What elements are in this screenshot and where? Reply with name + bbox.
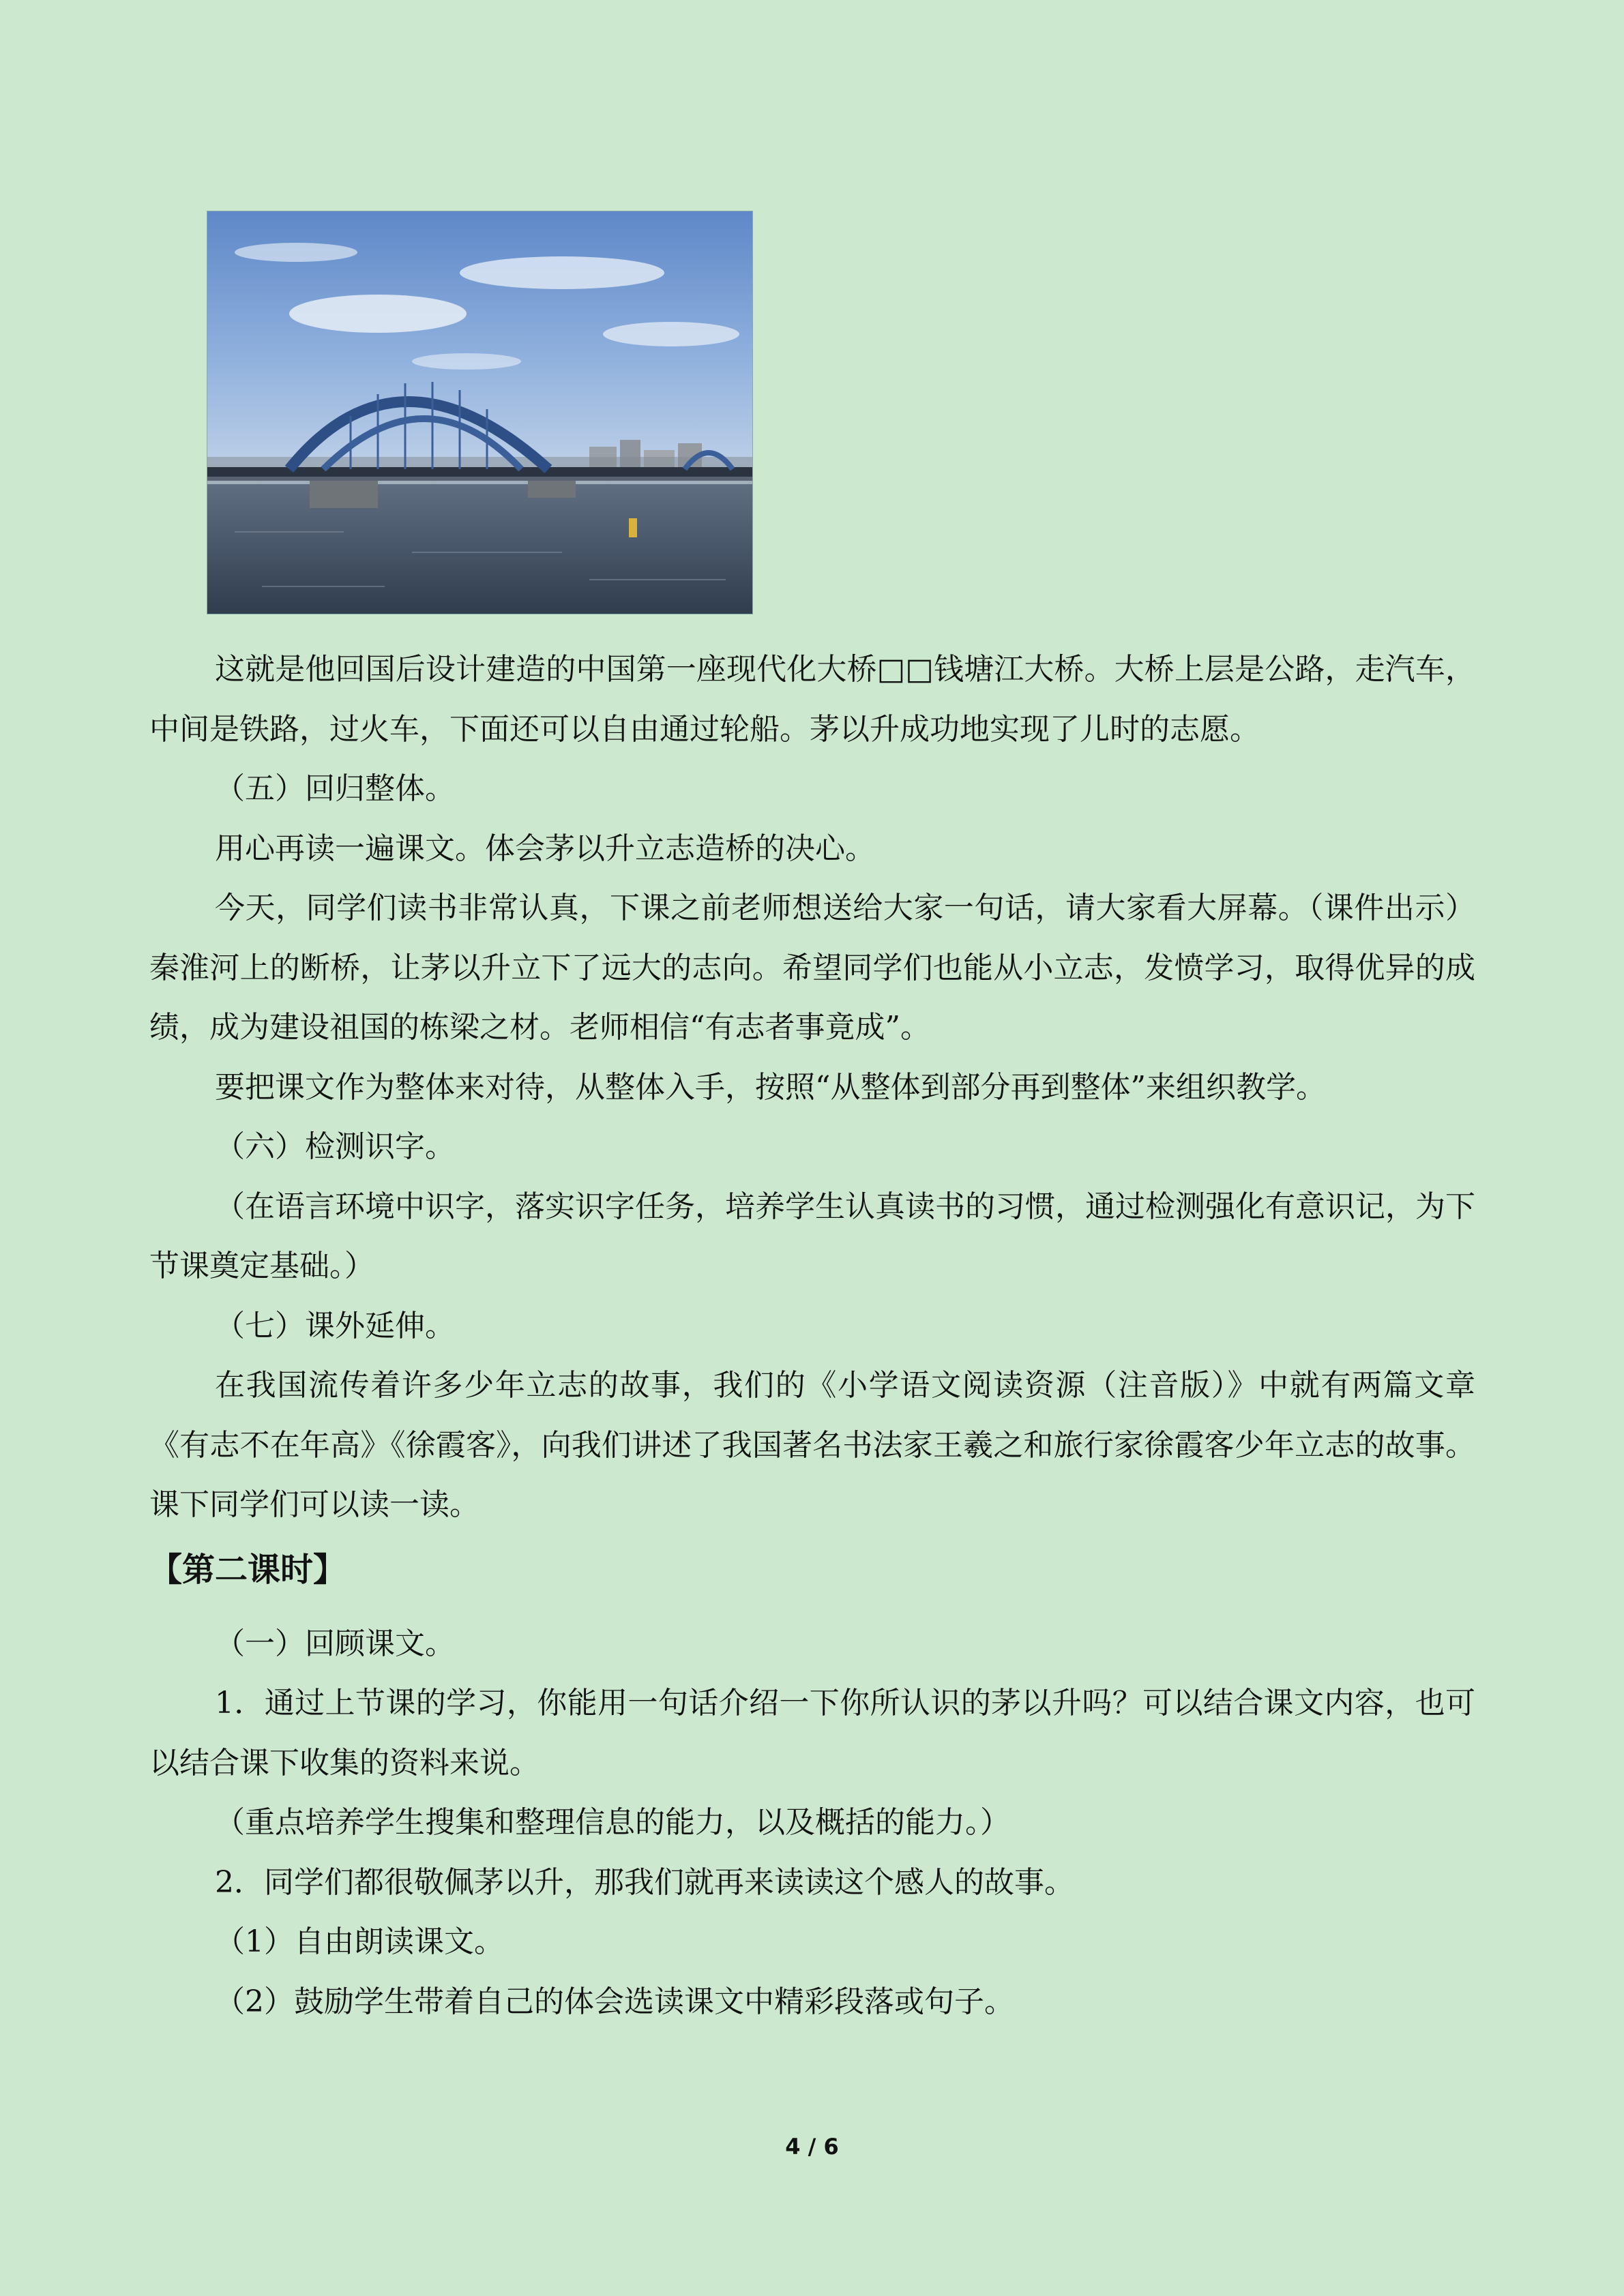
section-heading: 【第二课时】 [149, 1550, 346, 1589]
paragraph-bridge-description: 这就是他回国后设计建造的中国第一座现代化大桥□□钱塘江大桥。大桥上层是公路，走汽车，中间是铁路，过火车，下面还可以自由通过轮船。茅以升成功地实现了儿时的志愿。 [149, 652, 1475, 747]
paragraph-step-seven: （七）课外延伸。 [215, 1308, 455, 1343]
bridge-photo [207, 211, 753, 614]
paragraph-review: （一）回顾课文。 [215, 1626, 455, 1661]
paragraph-question-two: 2．同学们都很敬佩茅以升，那我们就再来读读这个感人的故事。 [215, 1864, 1074, 1900]
paragraph-step-six: （六）检测识字。 [215, 1129, 455, 1164]
paragraph-free-reading: （1）自由朗读课文。 [215, 1924, 504, 1959]
paragraph-literacy-note: （在语言环境中识字，落实识字任务，培养学生认真读书的习惯，通过检测强化有意识记，为下节课奠定基础。） [149, 1189, 1475, 1283]
page-number: 4 / 6 [785, 2134, 839, 2160]
paragraph-extension: 在我国流传着许多少年立志的故事，我们的《小学语文阅读资源（注音版）》中就有两篇文章《有志不在年高》《徐霞客》，向我们讲述了我国著名书法家王羲之和旅行家徐霞客少年立志的故事。课下同学们可以读一读。 [149, 1368, 1475, 1522]
bridge-image [207, 211, 752, 614]
paragraph-question-one: 1．通过上节课的学习，你能用一句话介绍一下你所认识的茅以升吗？可以结合课文内容，也可以结合课下收集的资料来说。 [149, 1686, 1475, 1780]
paragraph-teacher-message: 今天，同学们读书非常认真，下课之前老师想送给大家一句话，请大家看大屏幕。（课件出示）秦淮河上的断桥，让茅以升立下了远大的志向。希望同学们也能从小立志，发愤学习，取得优异的成绩，成为建设祖国的栋梁之材。老师相信“有志者事竟成”。 [149, 891, 1475, 1045]
paragraph-step-five: （五）回归整体。 [215, 771, 455, 806]
paragraph-selected-reading: （2）鼓励学生带着自己的体会选读课文中精彩段落或句子。 [215, 1984, 1014, 2019]
paragraph-teaching-note: 要把课文作为整体来对待，从整体入手，按照“从整体到部分再到整体”来组织教学。 [215, 1069, 1326, 1105]
paragraph-reread: 用心再读一遍课文。体会茅以升立志造桥的决心。 [215, 831, 875, 866]
document-body [149, 640, 1475, 2031]
paragraph-focus-note: （重点培养学生搜集和整理信息的能力，以及概括的能力。） [215, 1805, 1010, 1840]
